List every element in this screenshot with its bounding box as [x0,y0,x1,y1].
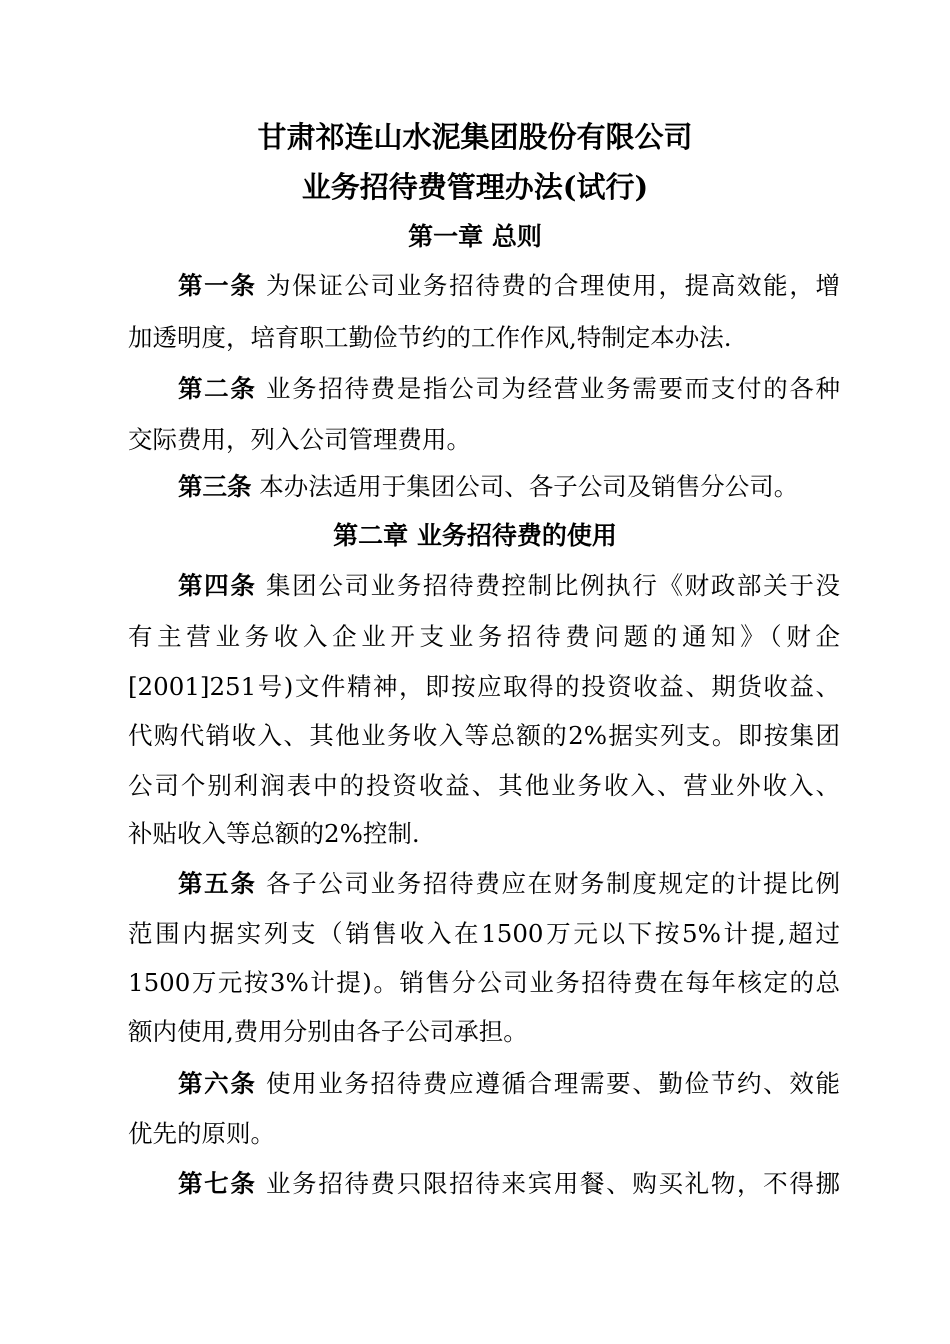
article-5-line-2: 范围内据实列支（销售收入在1500万元以下按5%计提,超过 [128,919,840,948]
article-7-label: 第七条 [178,1169,257,1198]
article-4-line-3: [2001]251号)文件精神，即按应取得的投资收益、期货收益、 [128,672,840,701]
article-6-line-2: 优先的原则。 [128,1119,275,1148]
chapter-heading-1: 第一章 总则 [408,222,542,251]
document-title-subject: 业务招待费管理办法(试行) [301,170,649,204]
article-1-line-2: 加透明度，培育职工勤俭节约的工作作风,特制定本办法. [128,323,732,352]
article-4-line-1: 第四条 集团公司业务招待费控制比例执行《财政部关于没 [178,571,841,600]
article-3-line-1: 第三条 本办法适用于集团公司、各子公司及销售分公司。 [178,472,799,501]
article-1-label: 第一条 [178,271,257,300]
article-4-line-6: 补贴收入等总额的2%控制. [128,819,420,848]
article-5-label: 第五条 [178,869,257,898]
article-6-line-1: 第六条 使用业务招待费应遵循合理需要、勤俭节约、效能 [178,1069,841,1098]
article-7-line-1: 第七条 业务招待费只限招待来宾用餐、购买礼物，不得挪 [178,1169,841,1198]
article-5-line-4: 额内使用,费用分别由各子公司承担。 [128,1017,528,1046]
article-3-label: 第三条 [178,472,252,501]
article-4-label: 第四条 [178,571,257,600]
article-4-line-4: 代购代销收入、其他业务收入等总额的2%据实列支。即按集团 [128,721,840,750]
article-6-label: 第六条 [178,1069,257,1098]
article-2-label: 第二条 [178,374,257,403]
article-5-line-1: 第五条 各子公司业务招待费应在财务制度规定的计提比例 [178,869,841,898]
article-1-line-1: 第一条 为保证公司业务招待费的合理使用，提高效能，增 [178,271,841,300]
article-2-line-1: 第二条 业务招待费是指公司为经营业务需要而支付的各种 [178,374,841,403]
article-5-line-3: 1500万元按3%计提)。销售分公司业务招待费在每年核定的总 [128,968,840,997]
article-2-line-2: 交际费用，列入公司管理费用。 [128,425,471,454]
article-4-line-5: 公司个别利润表中的投资收益、其他业务收入、营业外收入、 [128,771,840,800]
document-title-company: 甘肃祁连山水泥集团股份有限公司 [257,120,693,154]
article-4-line-2: 有主营业务收入企业开支业务招待费问题的通知》（财企 [128,622,840,651]
chapter-heading-2: 第二章 业务招待费的使用 [333,521,617,550]
